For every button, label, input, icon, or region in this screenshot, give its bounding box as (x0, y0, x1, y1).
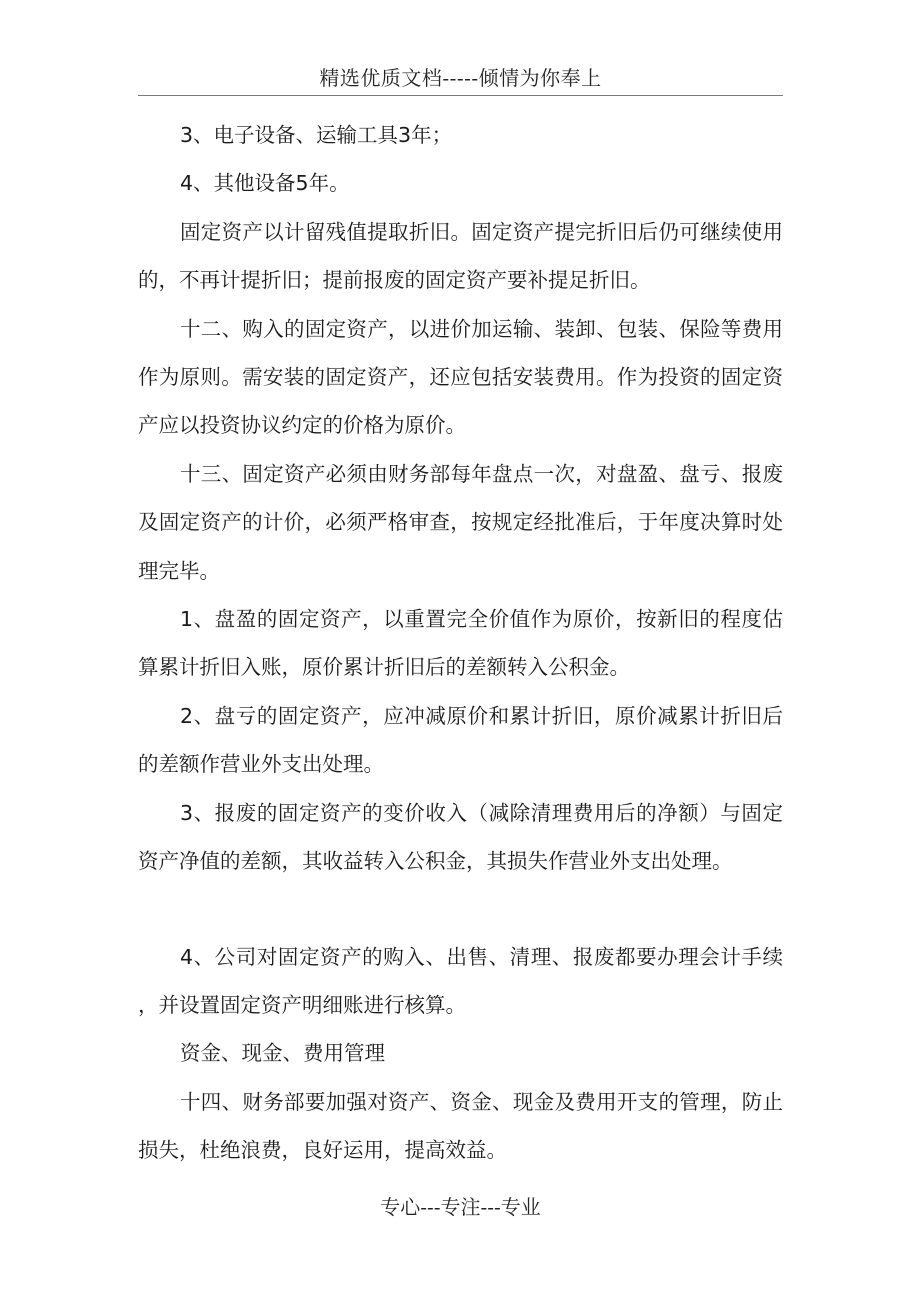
paragraph-item-4-other-equipment: 4、其他设备5年。 (180, 171, 350, 196)
page-header: 精选优质文档-----倾情为你奉上 (319, 66, 602, 90)
paragraph-deficit-assets: 2、盘亏的固定资产，应冲减原价和累计折旧，原价减累计折旧后的差额作营业外支出处理。 (138, 703, 783, 777)
paragraph-article-12: 十二、购入的固定资产，以进价加运输、装卸、包装、保险等费用作为原则。需安装的固定资产，还应包括安装费用。作为投资的固定资产应以投资协议约定的价格为原价。 (138, 316, 783, 438)
paragraph-item-3-electronics: 3、电子设备、运输工具3年； (180, 123, 453, 147)
page-footer: 专心---专注---专业 (380, 1195, 541, 1219)
paragraph-article-13: 十三、固定资产必须由财务部每年盘点一次，对盘盈、盘亏、报废及固定资产的计价，必须严格审查，按规定经批准后，于年度决算时处理完毕。 (138, 461, 783, 583)
document-body (138, 111, 783, 1175)
paragraph-accounting-procedures: 4、公司对固定资产的购入、出售、清理、报废都要办理会计手续，并设置固定资产明细账进行核算。 (138, 944, 783, 1017)
paragraph-surplus-assets: 1、盘盈的固定资产，以重置完全价值作为原价，按新旧的程度估算累计折旧入账，原价累计折旧后的差额转入公积金。 (138, 607, 783, 680)
section-heading-funds-cash-expenses: 资金、现金、费用管理 (180, 1041, 385, 1066)
paragraph-depreciation-rule: 固定资产以计留残值提取折旧。固定资产提完折旧后仍可继续使用的，不再计提折旧；提前报废的固定资产要补提足折旧。 (138, 219, 783, 293)
paragraph-article-14: 十四、财务部要加强对资产、资金、现金及费用开支的管理，防止损失，杜绝浪费，良好运用，提高效益。 (138, 1089, 783, 1163)
paragraph-scrapped-assets: 3、报废的固定资产的变价收入（减除清理费用后的净额）与固定资产净值的差额，其收益转入公积金，其损失作营业外支出处理。 (138, 800, 783, 874)
header-divider (138, 95, 783, 96)
